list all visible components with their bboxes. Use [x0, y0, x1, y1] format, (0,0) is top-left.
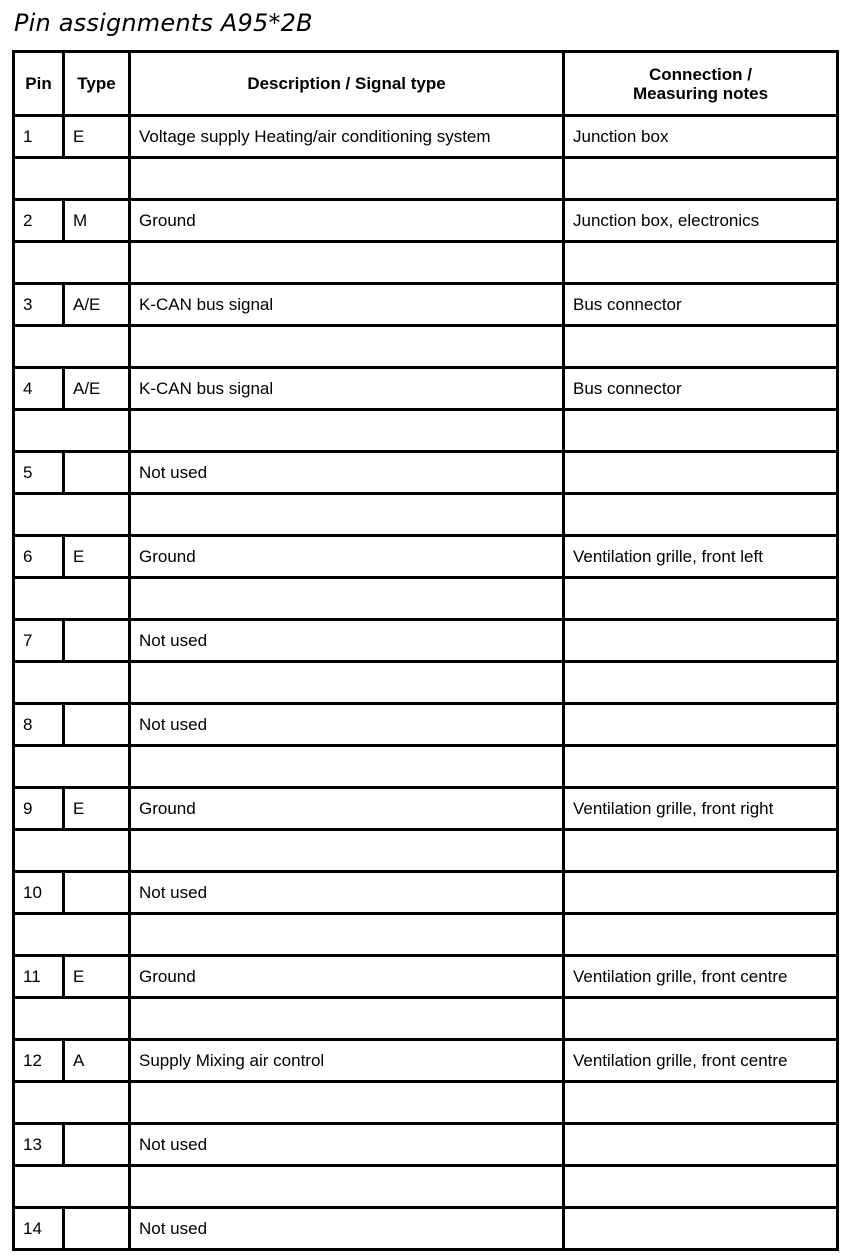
cell-description: Not used — [130, 1124, 564, 1166]
cell-type: E — [64, 956, 130, 998]
spacer-cell-connection — [564, 410, 838, 452]
spacer-cell-description — [130, 746, 564, 788]
spacer-row — [14, 830, 838, 872]
spacer-row — [14, 242, 838, 284]
spacer-cell-description — [130, 158, 564, 200]
cell-description: K-CAN bus signal — [130, 368, 564, 410]
spacer-row — [14, 746, 838, 788]
spacer-cell-description — [130, 1166, 564, 1208]
spacer-row — [14, 494, 838, 536]
cell-type — [64, 1208, 130, 1250]
cell-pin: 5 — [14, 452, 64, 494]
cell-connection — [564, 872, 838, 914]
cell-description: Ground — [130, 200, 564, 242]
spacer-row — [14, 1166, 838, 1208]
page-title: Pin assignments A95*2B — [14, 9, 313, 37]
header-connection — [564, 52, 838, 116]
spacer-cell-description — [130, 326, 564, 368]
spacer-cell-description — [130, 494, 564, 536]
spacer-cell-connection — [564, 830, 838, 872]
cell-description: Ground — [130, 536, 564, 578]
cell-pin: 10 — [14, 872, 64, 914]
cell-description: Not used — [130, 704, 564, 746]
spacer-cell-pin-type — [14, 662, 130, 704]
cell-connection — [564, 620, 838, 662]
cell-connection: Ventilation grille, front left — [564, 536, 838, 578]
spacer-cell-pin-type — [14, 410, 130, 452]
spacer-cell-connection — [564, 662, 838, 704]
spacer-cell-pin-type — [14, 326, 130, 368]
spacer-cell-description — [130, 662, 564, 704]
table-row — [14, 872, 838, 914]
spacer-cell-description — [130, 998, 564, 1040]
cell-type — [64, 872, 130, 914]
spacer-cell-description — [130, 242, 564, 284]
header-pin: Pin — [14, 52, 64, 116]
header-type: Type — [64, 52, 130, 116]
cell-type: E — [64, 116, 130, 158]
cell-pin: 13 — [14, 1124, 64, 1166]
header-description: Description / Signal type — [130, 52, 564, 116]
cell-description: Voltage supply Heating/air conditioning system — [130, 116, 564, 158]
spacer-cell-connection — [564, 998, 838, 1040]
cell-connection — [564, 1124, 838, 1166]
cell-description: Not used — [130, 1208, 564, 1250]
table-row — [14, 116, 838, 158]
cell-description: Ground — [130, 788, 564, 830]
spacer-cell-description — [130, 830, 564, 872]
cell-connection — [564, 1208, 838, 1250]
cell-pin: 6 — [14, 536, 64, 578]
table-row — [14, 1208, 838, 1250]
cell-type: A/E — [64, 284, 130, 326]
table-body — [14, 116, 838, 1250]
table-row — [14, 1040, 838, 1082]
spacer-cell-pin-type — [14, 242, 130, 284]
spacer-cell-connection — [564, 158, 838, 200]
spacer-cell-connection — [564, 1166, 838, 1208]
cell-pin: 12 — [14, 1040, 64, 1082]
spacer-cell-description — [130, 410, 564, 452]
spacer-row — [14, 1082, 838, 1124]
cell-description: Not used — [130, 620, 564, 662]
spacer-cell-pin-type — [14, 746, 130, 788]
spacer-row — [14, 998, 838, 1040]
cell-connection: Bus connector — [564, 284, 838, 326]
table-row — [14, 200, 838, 242]
spacer-cell-connection — [564, 326, 838, 368]
spacer-cell-connection — [564, 914, 838, 956]
table-row — [14, 704, 838, 746]
cell-pin: 14 — [14, 1208, 64, 1250]
spacer-cell-description — [130, 914, 564, 956]
cell-type: A/E — [64, 368, 130, 410]
table-row — [14, 452, 838, 494]
cell-description: K-CAN bus signal — [130, 284, 564, 326]
pin-assignment-table — [12, 50, 839, 1251]
cell-pin: 8 — [14, 704, 64, 746]
cell-description: Ground — [130, 956, 564, 998]
spacer-row — [14, 158, 838, 200]
cell-type: A — [64, 1040, 130, 1082]
spacer-cell-connection — [564, 494, 838, 536]
spacer-cell-pin-type — [14, 1166, 130, 1208]
cell-connection: Ventilation grille, front right — [564, 788, 838, 830]
table-row — [14, 368, 838, 410]
cell-connection — [564, 704, 838, 746]
spacer-row — [14, 914, 838, 956]
cell-pin: 3 — [14, 284, 64, 326]
spacer-row — [14, 410, 838, 452]
cell-connection: Junction box — [564, 116, 838, 158]
spacer-row — [14, 326, 838, 368]
cell-connection: Junction box, electronics — [564, 200, 838, 242]
spacer-cell-connection — [564, 242, 838, 284]
spacer-cell-pin-type — [14, 830, 130, 872]
cell-description: Supply Mixing air control — [130, 1040, 564, 1082]
cell-type — [64, 452, 130, 494]
cell-pin: 7 — [14, 620, 64, 662]
cell-connection: Ventilation grille, front centre — [564, 956, 838, 998]
cell-connection: Ventilation grille, front centre — [564, 1040, 838, 1082]
spacer-cell-pin-type — [14, 578, 130, 620]
header-connection-line1: Connection / — [649, 64, 752, 84]
cell-connection: Bus connector — [564, 368, 838, 410]
table-row — [14, 788, 838, 830]
cell-type: M — [64, 200, 130, 242]
spacer-cell-connection — [564, 746, 838, 788]
cell-type: E — [64, 788, 130, 830]
table-row — [14, 620, 838, 662]
cell-type: E — [64, 536, 130, 578]
cell-pin: 11 — [14, 956, 64, 998]
table-row — [14, 1124, 838, 1166]
cell-type — [64, 620, 130, 662]
table-row — [14, 536, 838, 578]
spacer-cell-pin-type — [14, 914, 130, 956]
spacer-cell-description — [130, 578, 564, 620]
table-row — [14, 956, 838, 998]
spacer-cell-description — [130, 1082, 564, 1124]
spacer-cell-pin-type — [14, 494, 130, 536]
cell-description: Not used — [130, 872, 564, 914]
cell-type — [64, 704, 130, 746]
cell-connection — [564, 452, 838, 494]
spacer-row — [14, 578, 838, 620]
spacer-cell-connection — [564, 578, 838, 620]
table-header-row — [14, 52, 838, 116]
spacer-cell-connection — [564, 1082, 838, 1124]
cell-pin: 1 — [14, 116, 64, 158]
cell-pin: 9 — [14, 788, 64, 830]
spacer-cell-pin-type — [14, 158, 130, 200]
cell-pin: 4 — [14, 368, 64, 410]
cell-description: Not used — [130, 452, 564, 494]
spacer-cell-pin-type — [14, 998, 130, 1040]
cell-pin: 2 — [14, 200, 64, 242]
cell-type — [64, 1124, 130, 1166]
header-connection-line2: Measuring notes — [632, 83, 769, 103]
table-row — [14, 284, 838, 326]
spacer-row — [14, 662, 838, 704]
spacer-cell-pin-type — [14, 1082, 130, 1124]
